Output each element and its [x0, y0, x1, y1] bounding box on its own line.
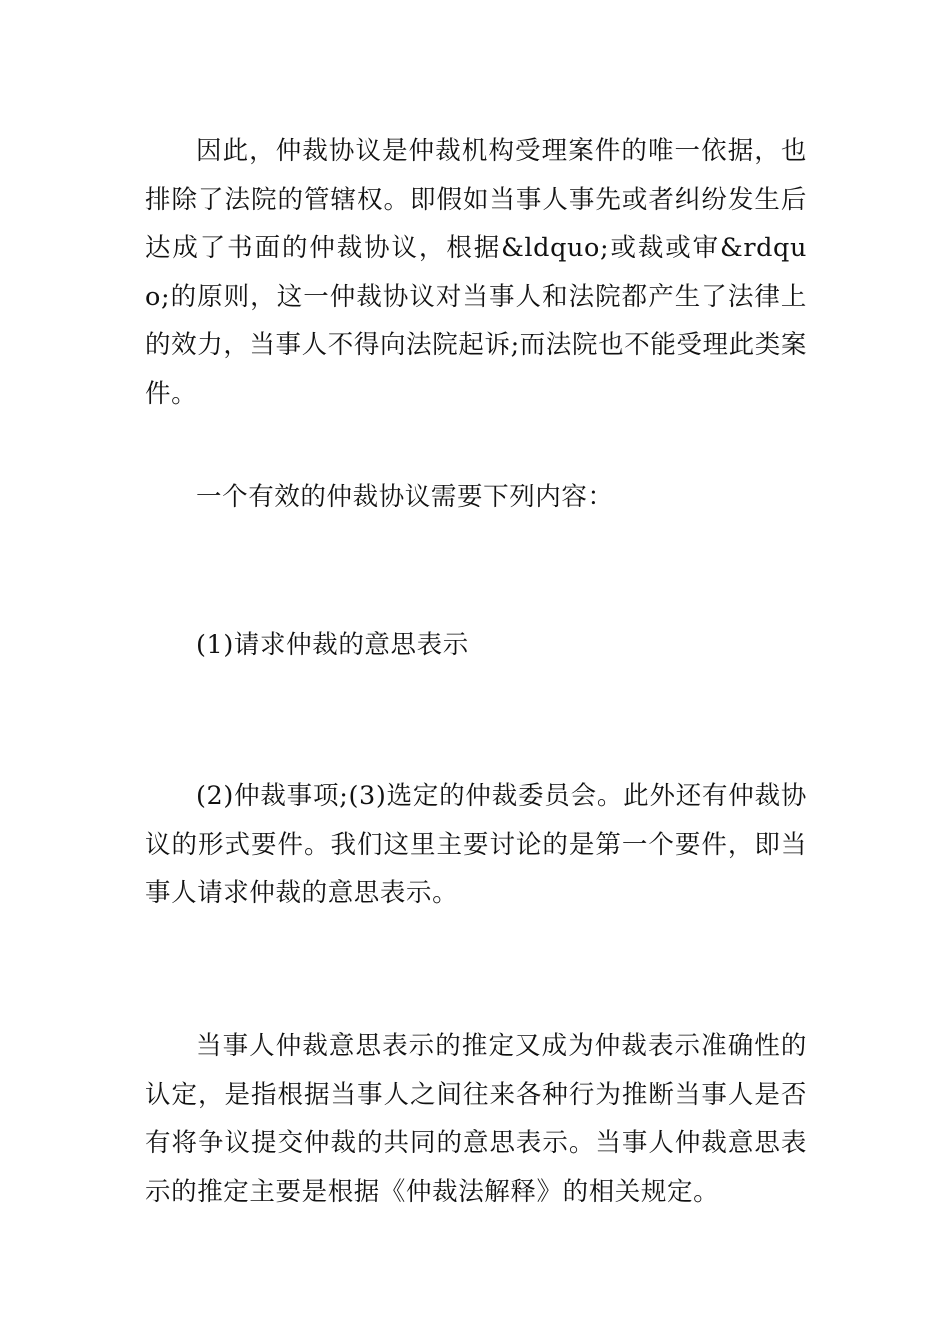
paragraph-intent-presumption: 当事人仲裁意思表示的推定又成为仲裁表示准确性的认定，是指根据当事人之间往来各种行为推断当事人是否有将争议提交仲裁的共同的意思表示。当事人仲裁意思表示的推定主要是根据《仲裁法解释》的相关规定。	[145, 1031, 807, 1207]
paragraph-item-1: (1)请求仲裁的意思表示	[196, 630, 469, 660]
paragraph-valid-agreement-intro: 一个有效的仲裁协议需要下列内容：	[196, 482, 614, 512]
paragraph-arbitration-basis: 因此，仲裁协议是仲裁机构受理案件的唯一依据，也排除了法院的管辖权。即假如当事人事先或者纠纷发生后达成了书面的仲裁协议，根据&ldquo;或裁或审&rdquo;的原则，这一仲裁协议对当事人和法院都产生了法律上的效力，当事人不得向法院起诉;而法院也不能受理此类案件。	[145, 136, 807, 409]
paragraph-items-2-3: (2)仲裁事项;(3)选定的仲裁委员会。此外还有仲裁协议的形式要件。我们这里主要讨论的是第一个要件，即当事人请求仲裁的意思表示。	[145, 781, 807, 908]
